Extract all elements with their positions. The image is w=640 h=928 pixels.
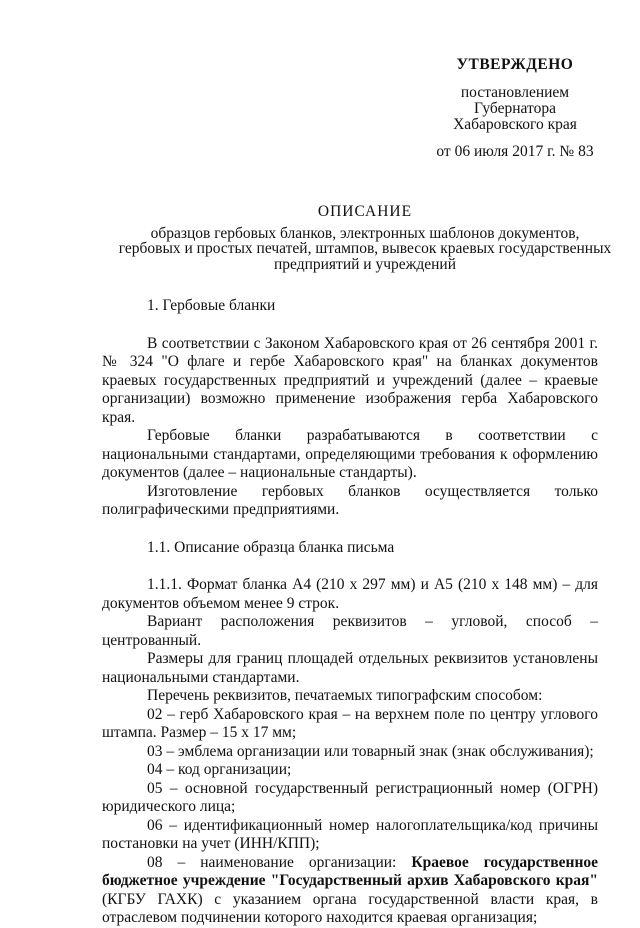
approval-line-1: постановлением bbox=[460, 83, 570, 101]
approval-date: от 06 июля 2017 г. № 83 bbox=[436, 142, 594, 160]
requisite-label: 08 – наименование организации: bbox=[147, 853, 412, 871]
paragraph: Вариант расположения реквизитов – угловой, способ – центрованный. bbox=[102, 613, 598, 649]
document-subtitle-line-2: гербовых и простых печатей, штампов, вывесок краевых государственных bbox=[118, 240, 612, 257]
paragraph: В соответствии с Законом Хабаровского края от 26 сентября 2001 г. № 324 "О флаге и гербе Хабаровского края" на бланках документов краевых государственных предприятий и учреждений (далее – краевые организации) возможно применение изображения герба Хабаровского края. bbox=[102, 334, 598, 426]
requisite-item: 02 – герб Хабаровского края – на верхнем поле по центру углового штампа. Размер – 15 x 17 мм; bbox=[102, 705, 598, 741]
section-heading-1: 1. Гербовые бланки bbox=[147, 297, 276, 314]
approval-line-3: Хабаровского края bbox=[453, 115, 577, 133]
approval-title: УТВЕРЖДЕНО bbox=[456, 56, 574, 73]
approval-line-2: Губернатора bbox=[474, 99, 556, 117]
document-heading bbox=[105, 203, 625, 272]
paragraph: Изготовление гербовых бланков осуществляется только полиграфическими предприятиями. bbox=[102, 482, 598, 518]
section-heading-1-1: 1.1. Описание образца бланка письма bbox=[147, 538, 395, 556]
approval-block bbox=[400, 56, 630, 161]
requisite-text: (КГБУ ГАХК) с указанием органа государственной власти края, в отраслевом подчинении которого находится краевая организация; bbox=[102, 890, 598, 926]
requisite-item: 03 – эмблема организации или товарный знак (знак обслуживания); bbox=[147, 742, 594, 760]
paragraph: Перечень реквизитов, печатаемых типографским способом: bbox=[147, 687, 543, 704]
paragraph: Гербовые бланки разрабатываются в соответствии с национальными стандартами, определяющими требования к оформлению документов (далее – национальные стандарты). bbox=[102, 427, 598, 481]
document-title: ОПИСАНИЕ bbox=[317, 203, 413, 220]
requisite-item: 05 – основной государственный регистрационный номер (ОГРН) юридического лица; bbox=[102, 779, 598, 815]
requisite-item bbox=[102, 854, 598, 928]
requisite-item: 04 – код организации; bbox=[147, 761, 292, 778]
document-subtitle-line-3: предприятий и учреждений bbox=[273, 255, 457, 273]
paragraph: 1.1.1. Формат бланка А4 (210 x 297 мм) и А5 (210 x 148 мм) – для документов объемом менее 9 строк. bbox=[102, 576, 598, 612]
organization-name: Краевое государственное бюджетное учреждение "Государственный архив Хабаровского края" bbox=[102, 853, 598, 889]
document-subtitle-line-1: образцов гербовых бланков, электронных шаблонов документов, bbox=[150, 224, 580, 242]
requisite-item: 06 – идентификационный номер налогоплательщика/код причины постановки на учет (ИНН/КПП); bbox=[102, 816, 598, 852]
document-body bbox=[102, 297, 598, 928]
paragraph: Размеры для границ площадей отдельных реквизитов установлены национальными стандартами. bbox=[102, 650, 598, 686]
